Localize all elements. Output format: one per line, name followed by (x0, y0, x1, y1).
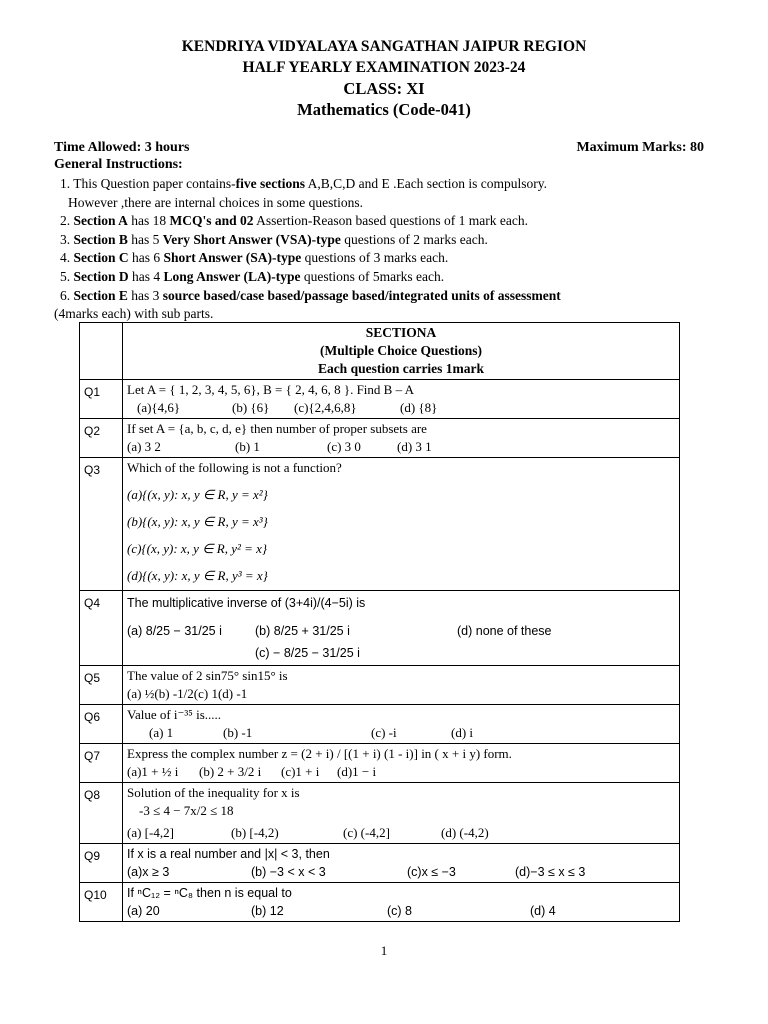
question-row (80, 744, 680, 783)
question-number: Q9 (80, 844, 123, 883)
question-body: If x is a real number and |x| < 3, then (a)x ≥ 3 (b) −3 < x < 3 (c)x ≤ −3 (d)−3 ≤ x ≤ 3 (123, 844, 680, 883)
page-number: 1 (380, 943, 388, 958)
question-body: Let A = { 1, 2, 3, 4, 5, 6}, B = { 2, 4, 6, 8 }. Find B – A (a){4,6} (b) {6} (c){2,4,6,8} (d) {8} (123, 380, 680, 419)
question-body: Solution of the inequality for x is -3 ≤ 4 − 7x/2 ≤ 18 (a) [-4,2] (b) [-4,2) (c) (-4,2] (d) (-4,2) (123, 783, 680, 844)
question-body: Which of the following is not a function? (a){(x, y): x, y ∈ R, y = x²} (b){(x, y): x, y ∈ R, y = x³} (c){(x, y): x, y ∈ R, y² = x} (d){(x, y): x, y ∈ R, y³ = x} (123, 458, 680, 591)
question-body: If ⁿC₁₂ = ⁿC₈ then n is equal to (a) 20 (b) 12 (c) 8 (d) 4 (123, 883, 680, 922)
header-organization: KENDRIYA VIDYALAYA SANGATHAN JAIPUR REGION (181, 38, 587, 55)
question-number: Q1 (80, 380, 123, 419)
exam-header (0, 36, 768, 120)
header-class: CLASS: XI (343, 79, 425, 98)
question-row (80, 783, 680, 844)
maximum-marks: Maximum Marks: 80 (576, 140, 704, 155)
instruction-6-cont: (4marks each) with sub parts. (54, 306, 214, 322)
question-body: If set A = {a, b, c, d, e} then number of proper subsets are (a) 3 2 (b) 1 (c) 3 0 (d) 3 1 (123, 419, 680, 458)
question-body: The multiplicative inverse of (3+4i)/(4−5i) is (a) 8/25 − 31/25 i (b) 8/25 + 31/25 i (d) none of these (c) − 8/25 − 31/25 i (123, 591, 680, 666)
section-header-row (80, 323, 680, 380)
table-corner-cell (80, 323, 123, 380)
question-row (80, 666, 680, 705)
header-exam: HALF YEARLY EXAMINATION 2023-24 (242, 59, 526, 76)
question-number: Q7 (80, 744, 123, 783)
instruction-6: 6. Section E has 3 source based/case based/passage based/integrated units of assessment (60, 287, 561, 303)
question-number: Q4 (80, 591, 123, 666)
question-number: Q2 (80, 419, 123, 458)
instruction-5: 5. Section D has 4 Long Answer (LA)-type questions of 5marks each. (60, 268, 445, 284)
instruction-1: 1. This Question paper contains-five sections A,B,C,D and E .Each section is compulsory. (60, 176, 548, 191)
question-number: Q6 (80, 705, 123, 744)
question-row (80, 458, 680, 591)
general-instructions-heading: General Instructions: (54, 157, 183, 172)
question-row (80, 380, 680, 419)
question-row (80, 844, 680, 883)
questions-table (79, 322, 680, 922)
instruction-3: 3. Section B has 5 Very Short Answer (VSA)-type questions of 2 marks each. (60, 231, 488, 247)
question-body: The value of 2 sin75° sin15° is (a) ½(b) -1/2(c) 1(d) -1 (123, 666, 680, 705)
question-row (80, 705, 680, 744)
instruction-4: 4. Section C has 6 Short Answer (SA)-type questions of 3 marks each. (60, 250, 449, 266)
instruction-1-cont: However ,there are internal choices in some questions. (68, 194, 364, 210)
instruction-2: 2. Section A has 18 MCQ's and 02 Assertion-Reason based questions of 1 mark each. (60, 213, 528, 229)
question-row (80, 883, 680, 922)
section-heading: SECTIONA (Multiple Choice Questions) Each question carries 1mark (123, 323, 680, 380)
question-number: Q10 (80, 883, 123, 922)
question-body: Value of i⁻³⁵ is..... (a) 1 (b) -1 (c) -i (d) i (123, 705, 680, 744)
header-subject: Mathematics (Code-041) (297, 100, 471, 119)
question-number: Q8 (80, 783, 123, 844)
question-row (80, 419, 680, 458)
question-number: Q3 (80, 458, 123, 591)
question-row (80, 591, 680, 666)
question-number: Q5 (80, 666, 123, 705)
time-allowed: Time Allowed: 3 hours (54, 140, 190, 155)
question-body: Express the complex number z = (2 + i) / [(1 + i) (1 - i)] in ( x + i y) form. (a)1 + ½ i (b) 2 + 3/2 i (c)1 + i (d)1 − i (123, 744, 680, 783)
instructions-list (54, 175, 720, 324)
